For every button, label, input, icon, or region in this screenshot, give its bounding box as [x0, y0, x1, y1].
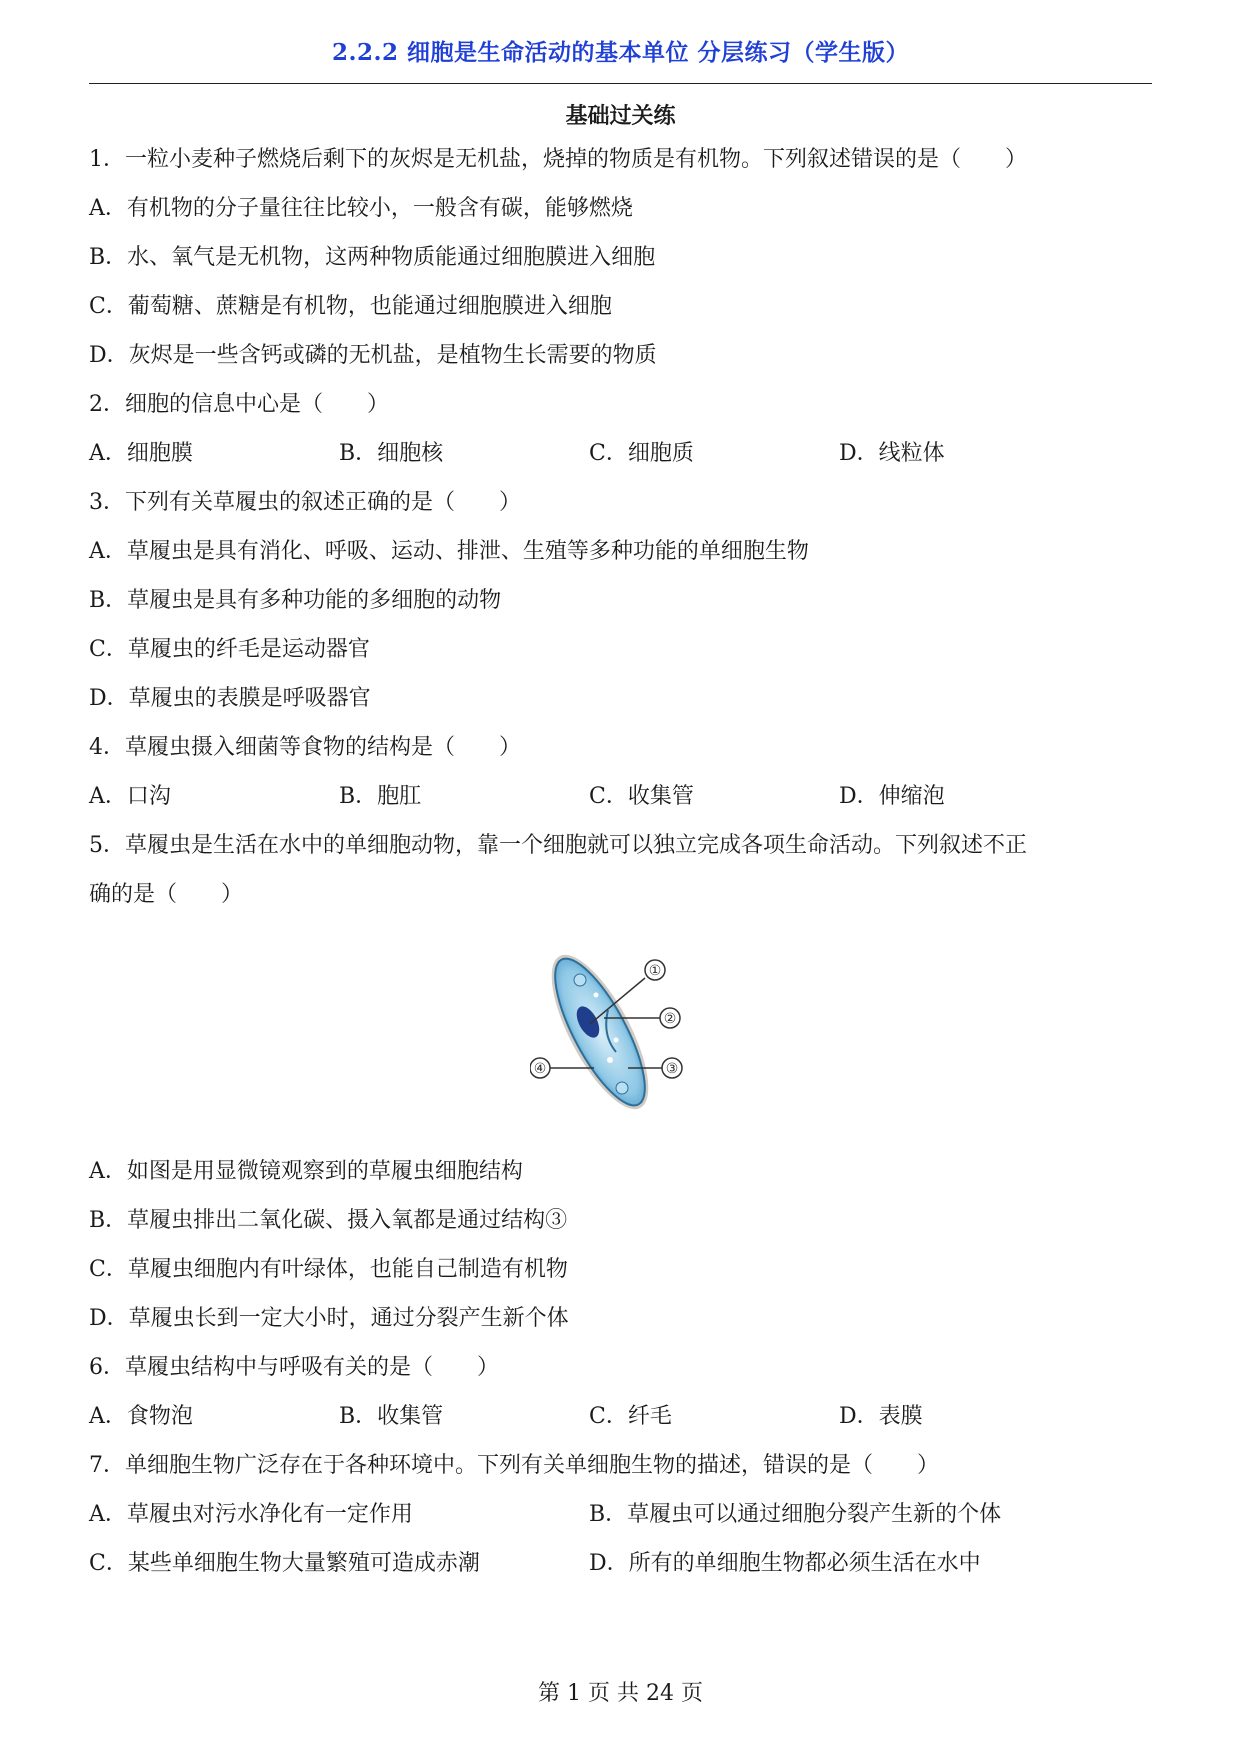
- figure-label-3: [662, 1058, 682, 1078]
- question-1-option-c: C．葡萄糖、蔗糖是有机物，也能通过细胞膜进入细胞: [89, 294, 612, 319]
- question-2-option-d: D．线粒体: [839, 441, 945, 466]
- question-7-option-b: B．草履虫可以通过细胞分裂产生新的个体: [589, 1502, 1002, 1527]
- question-3-stem: 3．下列有关草履虫的叙述正确的是（ ）: [89, 490, 521, 515]
- question-5-stem-line-1: 5．草履虫是生活在水中的单细胞动物，靠一个细胞就可以独立完成各项生命活动。下列叙述不正: [89, 833, 1028, 858]
- question-6-option-c: C．纤毛: [589, 1404, 672, 1429]
- question-5-option-b: B．草履虫排出二氧化碳、摄入氧都是通过结构③: [89, 1208, 568, 1233]
- paramecium-figure: [530, 940, 740, 1130]
- question-1-stem: 1．一粒小麦种子燃烧后剩下的灰烬是无机盐，烧掉的物质是有机物。下列叙述错误的是（ ）: [89, 147, 1028, 172]
- question-4-option-a: A．口沟: [89, 784, 171, 809]
- question-6-option-a: A．食物泡: [89, 1404, 193, 1429]
- header-divider: [89, 83, 1152, 84]
- question-4-option-d: D．伸缩泡: [839, 784, 945, 809]
- question-2-option-a: A．细胞膜: [89, 441, 193, 466]
- svg-text:①: ①: [648, 963, 662, 979]
- question-5-option-d: D．草履虫长到一定大小时，通过分裂产生新个体: [89, 1306, 569, 1331]
- question-1-option-b: B．水、氧气是无机物，这两种物质能通过细胞膜进入细胞: [89, 245, 656, 270]
- question-3-option-d: D．草履虫的表膜是呼吸器官: [89, 686, 371, 711]
- question-6-option-b: B．收集管: [339, 1404, 444, 1429]
- section-title: 基础过关练: [565, 103, 676, 129]
- svg-text:③: ③: [665, 1061, 679, 1077]
- figure-label-2: [660, 1008, 680, 1028]
- question-2-stem: 2．细胞的信息中心是（ ）: [89, 392, 389, 417]
- figure-label-4: [530, 1058, 550, 1078]
- question-3-option-b: B．草履虫是具有多种功能的多细胞的动物: [89, 588, 502, 613]
- question-1-option-d: D．灰烬是一些含钙或磷的无机盐，是植物生长需要的物质: [89, 343, 657, 368]
- question-1-option-a: A．有机物的分子量往往比较小，一般含有碳，能够燃烧: [89, 196, 633, 221]
- svg-text:④: ④: [533, 1061, 547, 1077]
- question-4-stem: 4．草履虫摄入细菌等食物的结构是（ ）: [89, 735, 521, 760]
- question-3-option-c: C．草履虫的纤毛是运动器官: [89, 637, 370, 662]
- question-5-stem-line-2: 确的是（ ）: [89, 882, 244, 907]
- question-7-option-d: D．所有的单细胞生物都必须生活在水中: [589, 1551, 981, 1576]
- question-6-stem: 6．草履虫结构中与呼吸有关的是（ ）: [89, 1355, 499, 1380]
- question-6-option-d: D．表膜: [839, 1404, 923, 1429]
- question-7-stem: 7．单细胞生物广泛存在于各种环境中。下列有关单细胞生物的描述，错误的是（ ）: [89, 1453, 939, 1478]
- question-4-option-c: C．收集管: [589, 784, 694, 809]
- document-header-title: 2.2.2 细胞是生命活动的基本单位 分层练习（学生版）: [331, 39, 910, 66]
- question-5-option-a: A．如图是用显微镜观察到的草履虫细胞结构: [89, 1159, 523, 1184]
- paramecium-diagram: [530, 940, 740, 1130]
- page-footer: 第 1 页 共 24 页: [538, 1681, 703, 1706]
- question-7-option-a: A．草履虫对污水净化有一定作用: [89, 1502, 413, 1527]
- svg-text:②: ②: [663, 1011, 677, 1027]
- question-7-option-c: C．某些单细胞生物大量繁殖可造成赤潮: [89, 1551, 480, 1576]
- question-5-option-c: C．草履虫细胞内有叶绿体，也能自己制造有机物: [89, 1257, 568, 1282]
- figure-label-1: [645, 960, 665, 980]
- question-2-option-c: C．细胞质: [589, 441, 694, 466]
- question-3-option-a: A．草履虫是具有消化、呼吸、运动、排泄、生殖等多种功能的单细胞生物: [89, 539, 809, 564]
- question-4-option-b: B．胞肛: [339, 784, 422, 809]
- question-2-option-b: B．细胞核: [339, 441, 444, 466]
